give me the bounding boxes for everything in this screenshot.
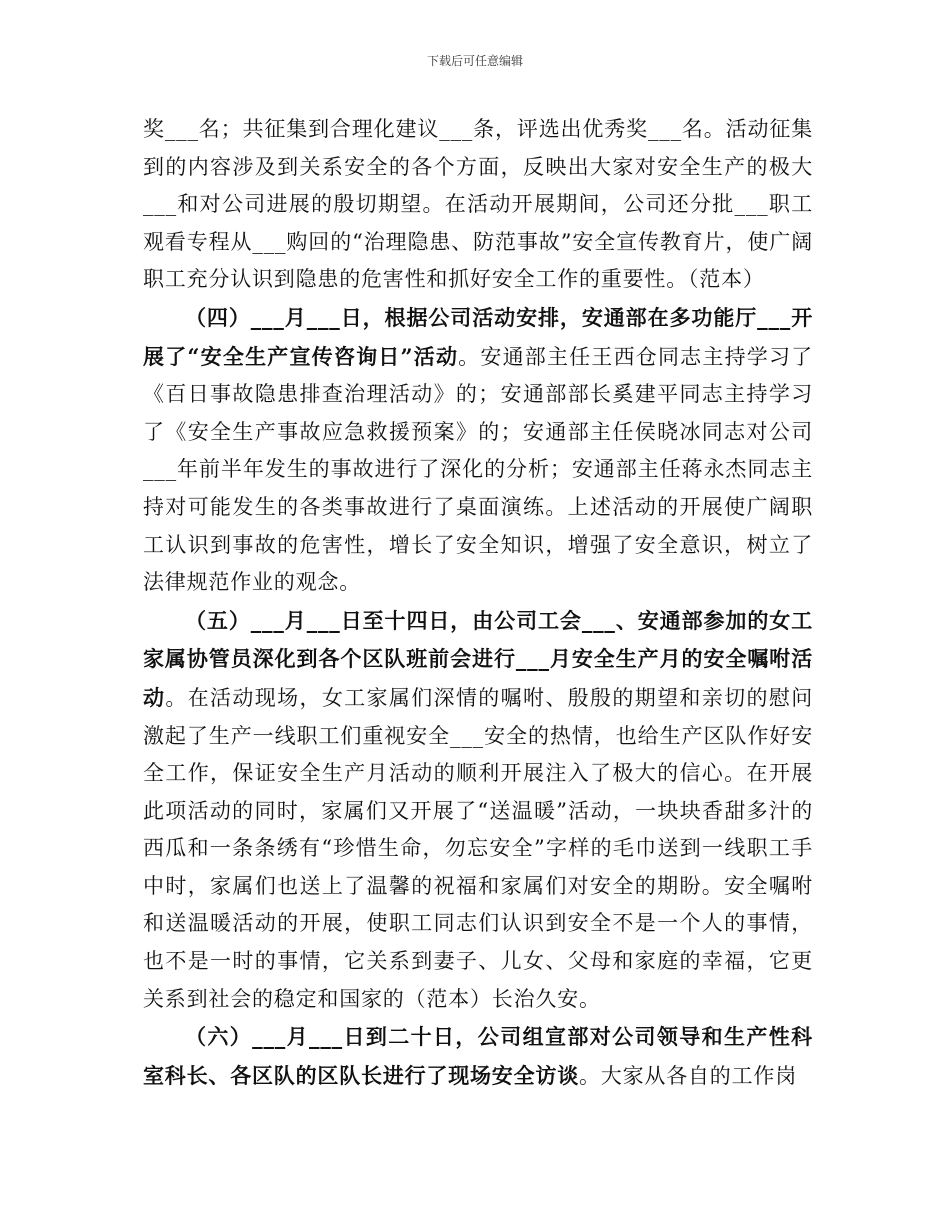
paragraph-text: 。大家从各自的工作岗 bbox=[579, 1063, 797, 1088]
paragraph-heading: （六）___月___日到二十日，公司组宣部对公司领导和生产性科室科长、各区队的区队长进行了现场安全访谈 bbox=[143, 1024, 813, 1088]
paragraph-section-6 bbox=[143, 1018, 813, 1095]
page-header: 下载后可任意编辑 bbox=[426, 54, 523, 68]
document-body bbox=[143, 111, 813, 1095]
paragraph-section-4 bbox=[143, 299, 813, 602]
paragraph-text: 。安通部主任王西仓同志主持学习了《百日事故隐患排查治理活动》的；安通部部长奚建平同志主持学习了《安全生产事故应急救援预案》的；安通部主任侯晓冰同志对公司___年前半年发生的事故进行了深化的分析；安通部主任蒋永杰同志主持对可能发生的各类事故进行了桌面演练。上述活动的开展使广阔职工认识到事故的危害性，增长了安全知识，增强了安全意识，树立了法律规范作业的观念。 bbox=[143, 344, 813, 595]
paragraph-section-5 bbox=[143, 602, 813, 1019]
paragraph-text: 。在活动现场，女工家属们深情的嘱咐、殷殷的期望和亲切的慰问激起了生产一线职工们重视安全___安全的热情，也给生产区队作好安全工作，保证安全生产月活动的顺利开展注入了极大的信心。在开展此项活动的同时，家属们又开展了“送温暖”活动，一块块香甜多汁的西瓜和一条条绣有“珍惜生命，勿忘安全”字样的毛巾送到一线职工手中时，家属们也送上了温馨的祝福和家属们对安全的期盼。安全嘱咐和送温暖活动的开展，使职工同志们认识到安全不是一个人的事情，也不是一时的事情，它关系到妻子、儿女、父母和家庭的幸福，它更关系到社会的稳定和国家的（范本）长治久安。 bbox=[143, 685, 813, 1011]
paragraph-heading: （五）___月___日至十四日，由公司工会___、安通部参加的女工家属协管员深化到各个区队班前会进行___月安全生产月的安全嘱咐活动 bbox=[143, 607, 813, 710]
paragraph-heading: （四）___月___日，根据公司活动安排，安通部在多功能厅___开展了“安全生产宣传咨询日”活动 bbox=[143, 304, 813, 369]
paragraph-text: 奖___名；共征集到合理化建议___条，评选出优秀奖___名。活动征集到的内容涉及到关系安全的各个方面，反映出大家对安全生产的极大___和对公司进展的殷切期望。在活动开展期间，公司还分批___职工观看专程从___购回的“治理隐患、防范事故”安全宣传教育片，使广阔职工充分认识到隐患的危害性和抓好安全工作的重要性。（范本） bbox=[143, 117, 813, 292]
paragraph-continuation bbox=[143, 111, 813, 299]
